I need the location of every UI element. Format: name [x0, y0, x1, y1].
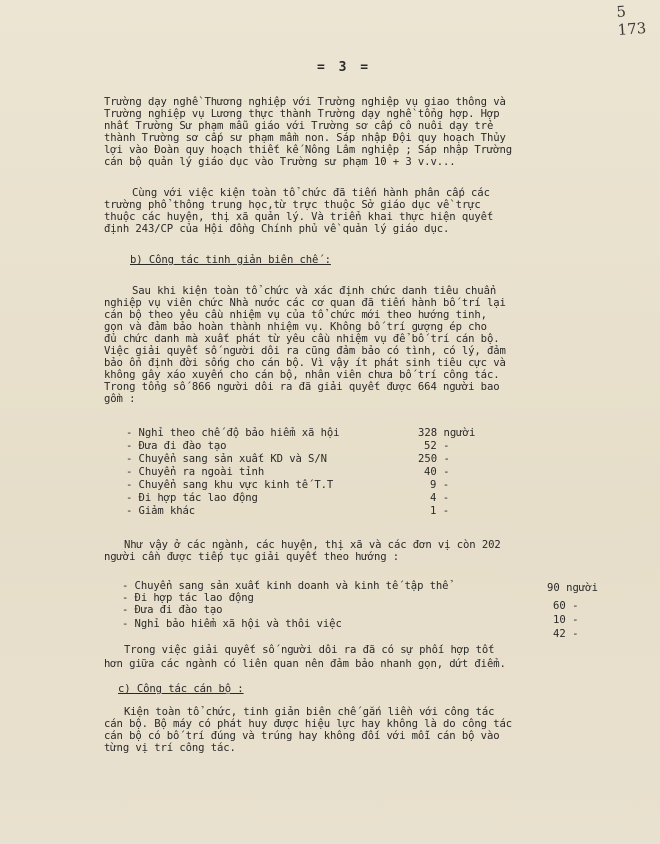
para1-line: thành Trường sơ cấp sư phạm mầm non. Sáp nhập Đội quy hoạch Thủy	[104, 132, 506, 144]
list1-item-label: - Nghỉ theo chế độ bảo hiểm xã hội	[126, 427, 340, 439]
list1-item-label: - Giảm khác	[126, 505, 196, 517]
para6-line: cán bộ. Bộ máy có phát huy được hiệu lực hay không là do công tác	[104, 718, 513, 730]
para3-line: cán bộ theo yêu cầu nhiệm vụ của tổ chức mới theo hướng tinh,	[104, 309, 487, 321]
para2-line: Cùng với việc kiện toàn tổ chức đã tiến hành phân cấp các	[132, 187, 490, 199]
page-stamp	[616, 1, 647, 39]
list1-item-value: 1 -	[430, 505, 450, 517]
list2-item-value: 10 -	[553, 614, 579, 626]
para5-line: hơn giữa các ngành có liên quan nên đảm bảo nhanh gọn, dứt điểm.	[104, 658, 506, 670]
para4-line: người cần được tiếp tục giải quyết theo hướng :	[104, 551, 400, 563]
para3-line: gồm :	[104, 393, 136, 405]
list1-item-label: - Chuyển sang khu vực kinh tế T.T	[126, 479, 334, 491]
para3-line: gọn và đảm bảo hoàn thành nhiệm vụ. Không bố trí gượng ép cho	[104, 321, 487, 333]
para2-line: trường phổ thông trung học,từ trực thuộc Sở giáo dục về trực	[104, 199, 481, 211]
para3-line: Trong tổng số 866 người dôi ra đã giải quyết được 664 người bao	[104, 381, 500, 393]
list1-item-value: 328 người	[418, 427, 476, 439]
para6-line: từng vị trí công tác.	[104, 742, 236, 754]
para1-line: Trường nghiệp vụ Lương thực thành Trường dạy nghề tổng hợp. Hợp	[104, 108, 500, 120]
para6-line: Kiện toàn tổ chức, tinh giản biên chế gắn liền với công tác	[124, 706, 495, 718]
list1-item-value: 52 -	[424, 440, 450, 452]
list1-item-value: 40 -	[424, 466, 450, 478]
stamp-number-top: 5	[616, 2, 627, 21]
para3-line: đủ chức danh mà xuất phát từ yêu cầu nhiệm vụ để bố trí cán bộ.	[104, 333, 500, 345]
para1-line: Trường dạy nghề Thương nghiệp với Trường nghiệp vụ giao thông và	[104, 96, 506, 108]
para6-line: cán bộ có bố trí đúng và trúng hay không đối với mỗi cán bộ vào	[104, 730, 500, 742]
section-heading-b: b) Công tác tinh giản biên chế :	[130, 254, 331, 266]
para3-line: nghiệp vụ viên chức Nhà nước các cơ quan đã tiến hành bố trí lại	[104, 297, 506, 309]
list2-item-label: - Đi hợp tác lao động	[122, 592, 254, 604]
list1-item-label: - Chuyển ra ngoài tỉnh	[126, 466, 265, 478]
list1-item-label: - Đưa đi đào tạo	[126, 440, 227, 452]
list2-item-label: - Đưa đi đào tạo	[122, 604, 223, 616]
list1-item-value: 250 -	[418, 453, 450, 465]
para4-line: Như vậy ở các ngành, các huyện, thị xã và các đơn vị còn 202	[124, 539, 501, 551]
para1-line: cán bộ quản lý giáo dục vào Trường sư phạm 10 + 3 v.v...	[104, 156, 456, 168]
list2-item-label: - Nghỉ bảo hiểm xã hội và thôi việc	[122, 618, 342, 630]
list1-item-label: - Đi hợp tác lao động	[126, 492, 258, 504]
list1-item-value: 4 -	[430, 492, 450, 504]
para1-line: lợi vào Đoàn quy hoạch thiết kế Nông Lâm nghiệp ; Sáp nhập Trường	[104, 144, 513, 156]
list2-item-value: 60 -	[553, 600, 579, 612]
list1-item-value: 9 -	[430, 479, 450, 491]
para3-line: Sau khi kiện toàn tổ chức và xác định chức danh tiêu chuẩn	[132, 285, 497, 297]
list2-item-value: 90 người	[547, 582, 599, 594]
para1-line: nhất Trường Sư phạm mẫu giáo với Trường sơ cấp cô nuôi dạy trẻ	[104, 120, 494, 132]
list1-item-label: - Chuyển sang sản xuất KD và S/N	[126, 453, 327, 465]
para3-line: Việc giải quyết số người dôi ra cũng đảm bảo có tình, có lý, đảm	[104, 345, 506, 357]
para3-line: bảo ổn định đời sống cho cán bộ. Vì vậy ít phát sinh tiêu cực và	[104, 357, 506, 369]
para2-line: thuộc các huyện, thị xã quản lý. Và triển khai thực hiện quyết	[104, 211, 494, 223]
list2-item-value: 42 -	[553, 628, 579, 640]
section-heading-c: c) Công tác cán bộ :	[118, 683, 244, 695]
list2-item-label: - Chuyển sang sản xuất kinh doanh và kinh tế tập thể	[122, 580, 449, 592]
para2-line: định 243/CP của Hội đồng Chính phủ về quản lý giáo dục.	[104, 223, 450, 235]
para3-line: không gây xáo xuyến cho cán bộ, nhân viên chưa bố trí công tác.	[104, 369, 500, 381]
stamp-number-bottom: 173	[617, 19, 648, 39]
para5-line: Trong việc giải quyết số người dôi ra đã có sự phối hợp tốt	[124, 644, 495, 656]
page-number: = 3 =	[317, 60, 372, 75]
